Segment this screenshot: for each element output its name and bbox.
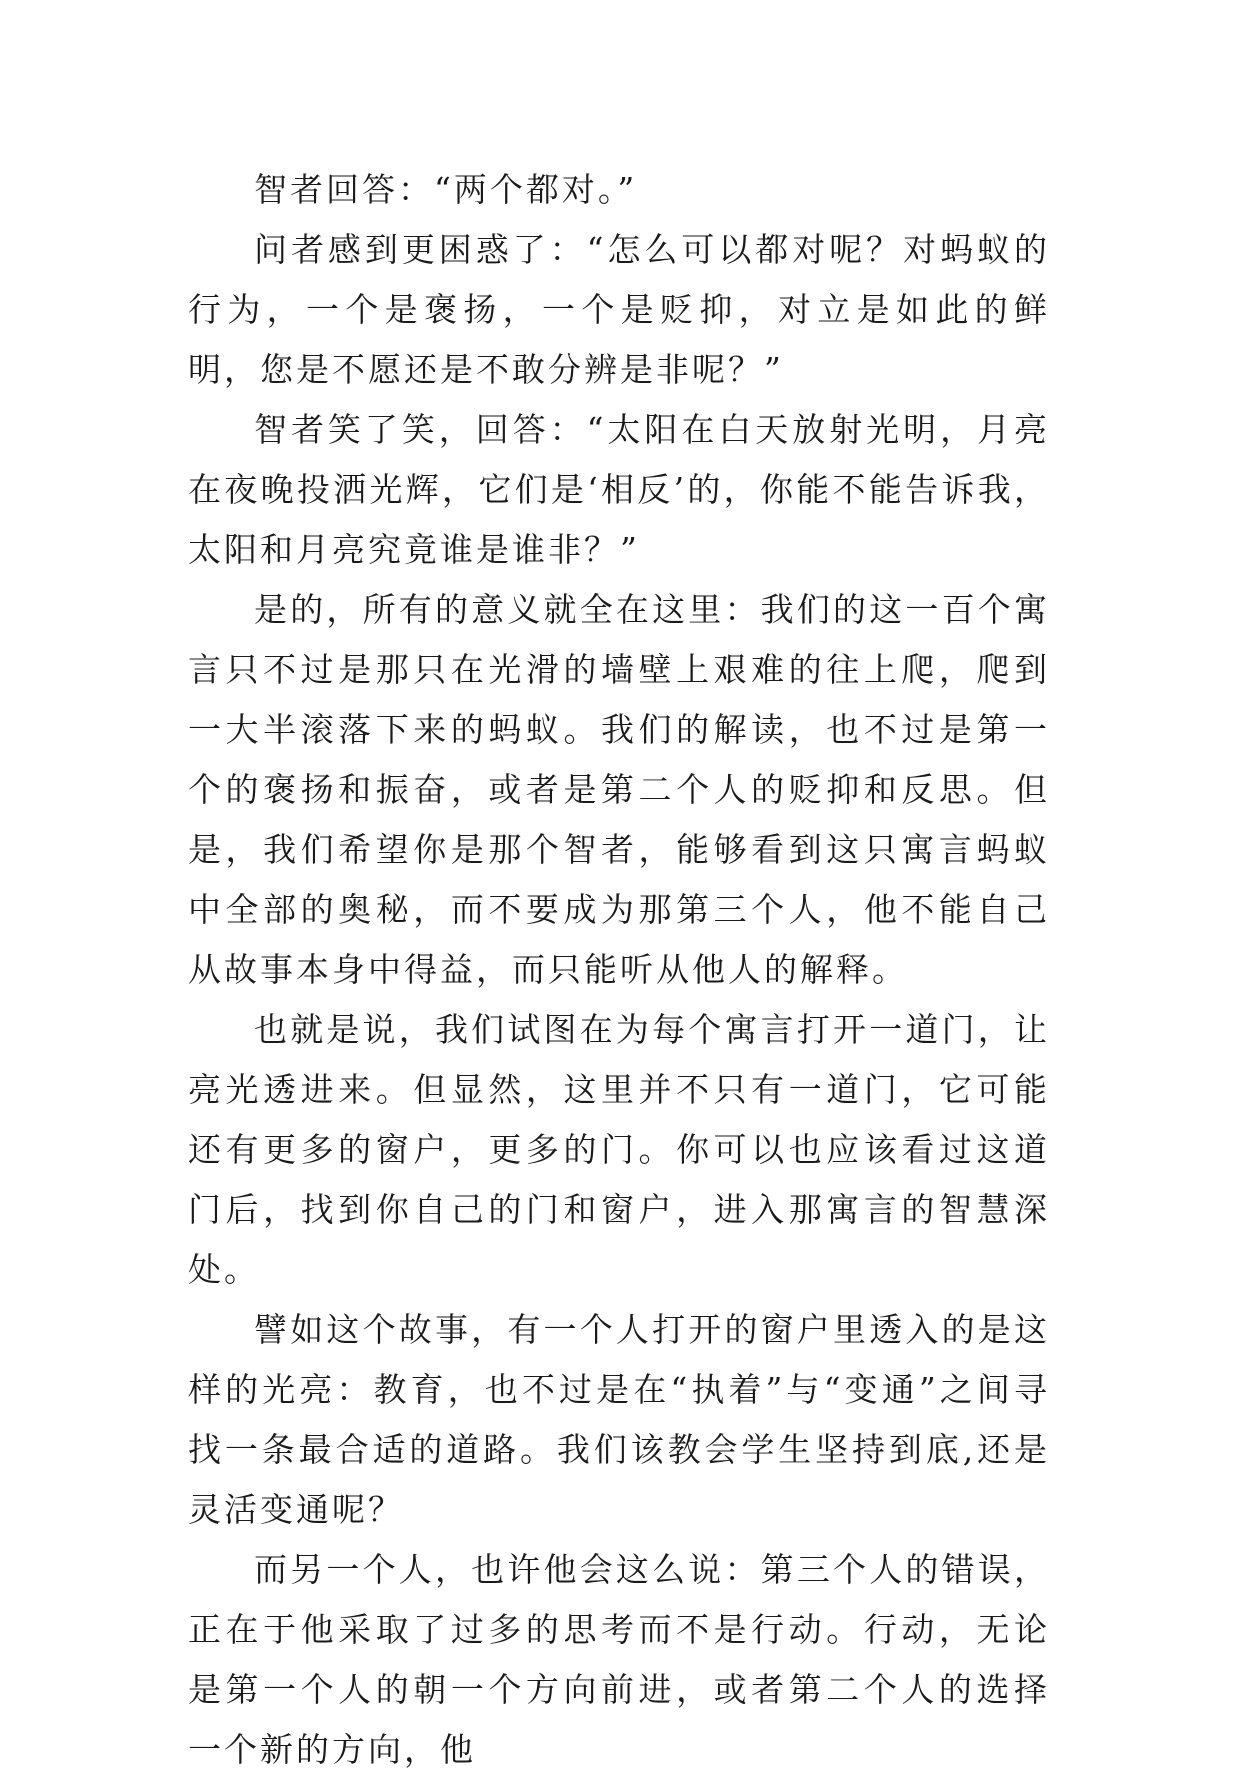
paragraph: 而另一个人，也许他会这么说：第三个人的错误，正在于他采取了过多的思考而不是行动。行动，无论是第一个人的朝一个方向前进，或者第二个人的选择一个新的方向，他: [188, 1550, 1050, 1769]
body-text: [188, 160, 1050, 1780]
paragraph: 譬如这个故事，有一个人打开的窗户里透入的是这样的光亮：教育，也不过是在“执着”与“变通”之间寻找一条最合适的道路。我们该教会学生坚持到底,还是灵活变通呢？: [188, 1310, 1050, 1529]
paragraph: 智者笑了笑，回答：“太阳在白天放射光明，月亮在夜晚投洒光辉，它们是‘相反’的，你能不能告诉我，太阳和月亮究竟谁是谁非？”: [188, 410, 1050, 569]
paragraph: 也就是说，我们试图在为每个寓言打开一道门，让亮光透进来。但显然，这里并不只有一道门，它可能还有更多的窗户，更多的门。你可以也应该看过这道门后，找到你自己的门和窗户，进入那寓言的智慧深处。: [188, 1010, 1050, 1289]
paragraph: 问者感到更困惑了：“怎么可以都对呢？对蚂蚁的行为，一个是褒扬，一个是贬抑，对立是如此的鲜明，您是不愿还是不敢分辨是非呢？”: [188, 230, 1050, 389]
paragraph: 是的，所有的意义就全在这里：我们的这一百个寓言只不过是那只在光滑的墙壁上艰难的往上爬，爬到一大半滚落下来的蚂蚁。我们的解读，也不过是第一个的褒扬和振奋，或者是第二个人的贬抑和反思。但是，我们希望你是那个智者，能够看到这只寓言蚂蚁中全部的奥秘，而不要成为那第三个人，他不能自己从故事本身中得益，而只能听从他人的解释。: [188, 590, 1050, 989]
paragraph: 智者回答：“两个都对。”: [254, 170, 638, 209]
